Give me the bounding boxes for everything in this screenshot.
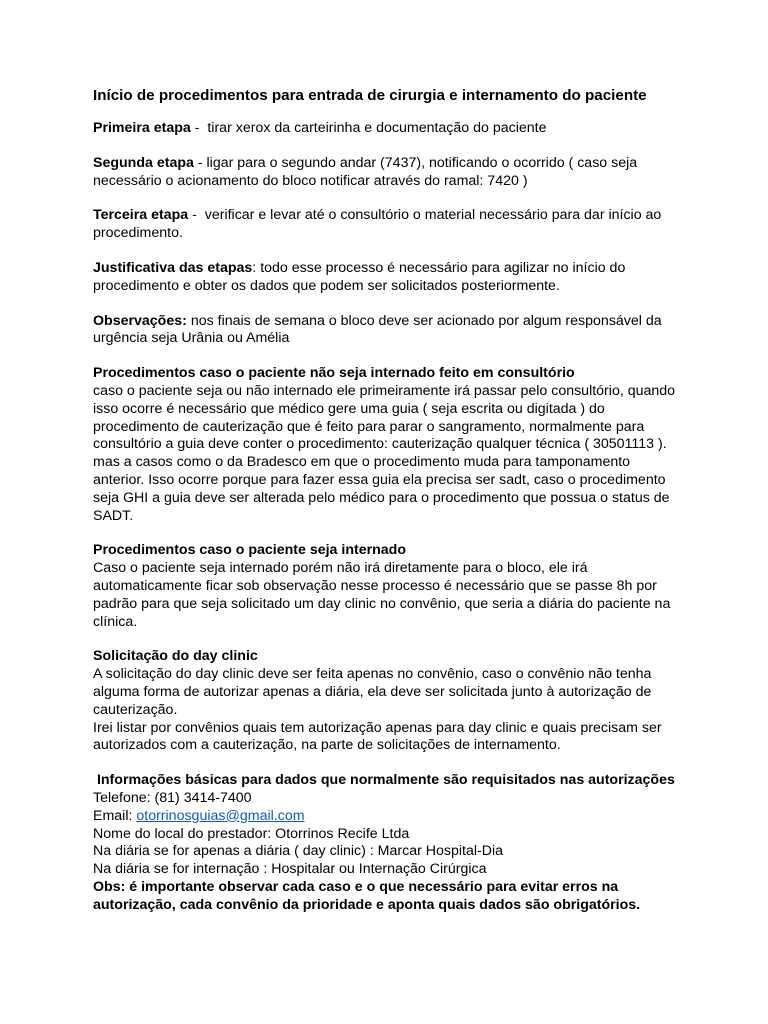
section-proc-internado-heading: Procedimentos caso o paciente seja internado [93, 542, 407, 559]
observacoes-line-1 [93, 313, 693, 331]
info-diaria: Na diária se for apenas a diária ( day clinic) : Marcar Hospital-Dia [93, 843, 504, 860]
info-email-line [93, 808, 693, 826]
proc-consultorio-line: procedimento de cauterização que é feito para parar o sangramento, normalmente para [93, 418, 645, 435]
step-primeira-sep: - [190, 120, 208, 136]
step-segunda [93, 155, 693, 191]
step-primeira-label: Primeira etapa [93, 120, 191, 136]
document-page [93, 86, 693, 931]
day-clinic-line: alguma forma de autorizar apenas a diária, ela deve ser solicitada junto à autorização de [93, 683, 652, 700]
info-obs-line: autorização, cada convênio da prioridade e aponta quais dados são obrigatórios. [93, 896, 641, 913]
info-obs-line: Obs: é importante observar cada caso e o que necessário para evitar erros na [93, 878, 619, 895]
proc-consultorio-line: caso o paciente seja ou não internado ele primeiramente irá passar pelo consultório, quando [93, 382, 676, 399]
section-day-clinic [93, 648, 693, 755]
observacoes-text-2: urgência seja Urânia ou Amélia [93, 330, 290, 347]
section-proc-internado [93, 542, 693, 631]
justificativa [93, 260, 693, 296]
email-link[interactable]: otorrinosguias@gmail.com [136, 807, 305, 824]
day-clinic-line: cauterização. [93, 701, 178, 718]
proc-consultorio-line: seja GHI a guia deve ser alterada pelo médico para o procedimento que possua o status de [93, 489, 670, 506]
observacoes [93, 313, 693, 349]
justificativa-line-1 [93, 260, 693, 278]
info-local: Nome do local do prestador: Otorrinos Recife Ltda [93, 825, 410, 842]
step-terceira-line-1 [93, 207, 693, 225]
document-title: Início de procedimentos para entrada de cirurgia e internamento do paciente [93, 87, 647, 104]
step-terceira-text-2: procedimento. [93, 225, 183, 242]
observacoes-label: Observações: [93, 312, 187, 329]
justificativa-text-1: todo esse processo é necessário para agilizar no início do [260, 259, 626, 276]
proc-consultorio-line: anterior. Isso ocorre porque para fazer essa guia ela precisa ser sadt, caso o procedimento [93, 471, 666, 488]
section-day-clinic-heading: Solicitação do day clinic [93, 648, 258, 665]
step-segunda-label: Segunda etapa [93, 154, 194, 171]
info-internacao: Na diária se for internação : Hospitalar ou Internação Cirúrgica [93, 861, 487, 878]
proc-consultorio-line: isso ocorre é necessário que médico gere uma guia ( seja escrita ou digitada ) do [93, 400, 605, 417]
proc-internado-line: clínica. [93, 613, 138, 630]
section-info-heading: Informações básicas para dados que normalmente são requisitados nas autorizações [93, 772, 675, 789]
info-telefone: Telefone: (81) 3414-7400 [93, 789, 252, 806]
step-terceira-label: Terceira etapa [93, 207, 189, 224]
proc-consultorio-line: consultório a guia deve conter o procedimento: cauterização qualquer técnica ( 30501113 ). [93, 436, 667, 453]
step-segunda-line-1 [93, 155, 693, 173]
step-segunda-text-2: necessário o acionamento do bloco notificar através do ramal: 7420 ) [93, 172, 528, 189]
step-primeira [93, 120, 693, 138]
step-terceira [93, 207, 693, 243]
justificativa-sep: : [252, 259, 261, 276]
justificativa-text-2: procedimento e obter os dados que podem ser solicitados posteriormente. [93, 277, 560, 294]
step-primeira-line-1 [93, 120, 693, 138]
observacoes-text-1: nos finais de semana o bloco deve ser acionado por algum responsável da [190, 312, 662, 329]
justificativa-label: Justificativa das etapas [93, 259, 253, 276]
step-segunda-text-1: ligar para o segundo andar (7437), notificando o ocorrido ( caso seja [206, 154, 638, 171]
step-segunda-sep: - [193, 154, 207, 171]
proc-internado-line: Caso o paciente seja internado porém não irá diretamente para o bloco, ele irá [93, 560, 588, 577]
step-primeira-text: tirar xerox da carteirinha e documentação do paciente [207, 120, 547, 136]
info-email-label: Email: [93, 807, 137, 824]
proc-internado-line: automaticamente ficar sob observação nesse processo é necessário que se passe 8h por [93, 577, 657, 594]
proc-internado-line: padrão para que seja solicitado um day clinic no convênio, que seria a diária do paciente na [93, 595, 671, 612]
section-proc-consultorio [93, 365, 693, 525]
step-terceira-sep: - [188, 207, 205, 224]
section-info [93, 772, 693, 914]
proc-consultorio-line: SADT. [93, 507, 134, 524]
section-proc-consultorio-heading: Procedimentos caso o paciente não seja internado feito em consultório [93, 365, 575, 382]
day-clinic-line: autorizados com a cauterização, na parte de solicitações de internamento. [93, 737, 561, 754]
day-clinic-line: Irei listar por convênios quais tem autorização apenas para day clinic e quais precisam ser [93, 719, 662, 736]
step-terceira-text-1: verificar e levar até o consultório o material necessário para dar início ao [204, 207, 662, 224]
day-clinic-line: A solicitação do day clinic deve ser feita apenas no convênio, caso o convênio não tenha [93, 666, 652, 683]
proc-consultorio-line: mas a casos como o da Bradesco em que o procedimento muda para tamponamento [93, 454, 631, 471]
